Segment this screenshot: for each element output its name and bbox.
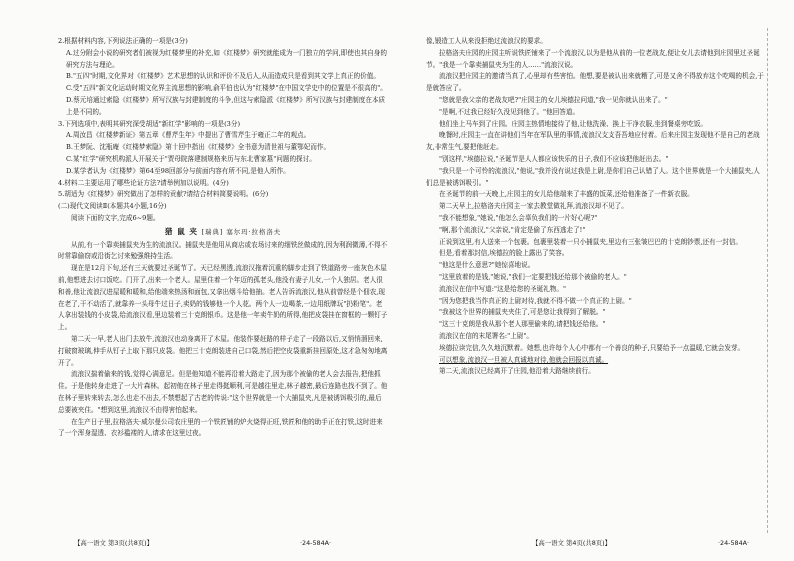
story-paragraph-r5: "是啊,不过我已经好久没见到他了。"他回答道。 bbox=[439, 107, 580, 116]
story-paragraph-r22: 流浪汉在信的末尾署名:"上尉"。 bbox=[439, 331, 534, 340]
q3-option-c: C.某"红学"研究机构派人开展关于"贾母院落建制规格来历与东北曹家墓"问题的探讨。 bbox=[66, 154, 316, 163]
story-title-text: 猎 鼠 夹 bbox=[164, 226, 198, 236]
story-paragraph-r11: 第二天早上,拉格洛夫庄园主一家去教堂做礼拜,流浪汉却不见了。 bbox=[439, 202, 628, 211]
q2-option-c: C.受"五四"新文化运动时期文化界主流思想的影响,俞平伯也认为"红楼梦"在中国文学史中的位置是不很高的"。 bbox=[66, 84, 387, 93]
story-paragraph-r23: 埃德拉读完信,久久地沉默着。她想,也许每个人心中都有一个善良的种子,只要给予一点温暖,它就会发芽。 bbox=[439, 343, 745, 352]
story-paragraph-r6: 他们坐上马车到了庄园。庄园主热情地接待了他,让他洗澡、换上干净衣服,坐到餐桌旁吃饭。 bbox=[439, 119, 707, 128]
q3-option-a: A.周汝昌《红楼梦新证》第五章《曹芹生年》中提出了曹雪芹生于雍正二年的观点。 bbox=[66, 131, 311, 140]
footer-left-page: 【高一语文 第3页(共8页)】 bbox=[74, 539, 154, 547]
section-heading: (二)现代文阅读Ⅱ(本题共4小题,16分) bbox=[58, 202, 167, 211]
story-paragraph-r8: "别这样,"埃德拉说,"圣诞节是人人都应该快乐的日子,我们不应该把他赶出去。" bbox=[439, 154, 669, 163]
right-column bbox=[426, 36, 764, 378]
footer-right-code: ·24-584A· bbox=[718, 539, 750, 547]
q4: 4.材料二主要运用了哪些论证方法?请举例加以说明。(4分) bbox=[58, 178, 229, 187]
story-paragraph-r15: 但是,看着那封信,埃德拉的脸上露出了笑容。 bbox=[439, 249, 569, 258]
story-paragraph-1: 从前,有一个靠卖捕鼠夹为生的流浪汉。捕鼠夹是他用从商店或农场讨来的细铁丝做成的,因为利润微薄,不得不时常靠偷窃或沿街乞讨来勉强维持生活。 bbox=[58, 240, 388, 261]
story-paragraph-r17: "这里放着的是钱,"她说,"我们一定要把钱还给那个被偷的老人。" bbox=[439, 272, 627, 281]
story-paragraph-r20: "我被这个世界的捕鼠夹夹住了,可是您让我得到了解脱。" bbox=[439, 308, 606, 317]
story-paragraph-r16: "他这是什么意思?"她惊喜地说。 bbox=[439, 261, 535, 270]
story-title bbox=[58, 226, 388, 239]
story-paragraph-r10: 在圣诞节的前一天晚上,庄园主的女儿给他端来了丰盛的饭菜,还给他准备了一件新衣服。 bbox=[439, 190, 694, 199]
story-paragraph-2: 现在是12月下旬,还有三天就要过圣诞节了。天已经黑透,流浪汉拖着沉重的脚步走到了铁道路旁一座灰色木屋前,他想进去讨口饭吃。门开了,出来一个老人。屋里住着一个年迈的孤老头,他没有妻子儿女,一个人独居。老人很和善,他让流浪汉进屋暖和暖和,给他端来热汤和面包,又拿出烟斗给他抽。老人告诉流浪汉,他从前曾经是个佃农,现在老了,干不动活了,就靠养一头母牛过日子,卖奶的钱够他一个人花。两个人一边喝茶,一边用纸牌玩"扔粉笔"。老人拿出装钱的小皮袋,给流浪汉看,里边装着三十克朗银币。这是他一年卖牛奶的所得,他把皮袋挂在窗框的一颗钉子上。 bbox=[58, 264, 388, 332]
story-paragraph-r3: 流浪汉把庄园主的邀请当真了,心里却有些害怕。他想,要是被认出来就糟了,可是又舍不得放弃这个吃喝的机会,于是就答应了。 bbox=[426, 72, 764, 93]
q5: 5.胡适为《红楼梦》研究做出了怎样的贡献?请结合材料简要说明。(6分) bbox=[58, 190, 269, 199]
q2-stem: 2.根据材料内容,下列说法正确的一项是(3分) bbox=[58, 37, 188, 45]
story-paragraph-r12: "我不能想象,"她说,"他怎么会辜负我们的一片好心呢?" bbox=[439, 213, 598, 222]
story-paragraph-r1: 像,锻造工人从来没拒绝过流浪汉的要求。 bbox=[426, 37, 547, 45]
story-paragraph-r25: 第二天,流浪汉已经离开了庄园,他沿着大路继续前行。 bbox=[439, 367, 595, 376]
q3-option-d: D.某学者认为《红楼梦》第64至98回部分与前面内容有所不同,是他人所作。 bbox=[66, 166, 290, 175]
story-paragraph-3: 第二天一早,老人出门去放牛,流浪汉也动身离开了木屋。他装作要赶路的样子走了一段路以后,又悄悄溜回来,打破窗玻璃,伸手从钉子上取下那只皮袋。他把三十克朗装进自己口袋,然后把空皮袋重新挂回原处,这才急匆匆地离开了。 bbox=[58, 334, 388, 367]
story-paragraph-r4: "您就是我父亲的老战友吧?"庄园主的女儿埃德拉问道,"我一见你就认出来了。" bbox=[439, 95, 668, 104]
story-author: [瑞典] 塞尔玛·拉格洛夫 bbox=[201, 227, 282, 236]
story-paragraph-r13: "啊,那个流浪汉,"父亲说,"肯定是偷了东西逃走了!" bbox=[439, 225, 586, 234]
story-paragraph-r7: 晚餐时,庄园主一直在讲他们当年在军队里的事情,流浪汉支支吾吾地应付着。后来庄园主发现他不是自己的老战友,非常生气,要把他赶走。 bbox=[426, 131, 760, 152]
story-paragraph-5: 在生产日子里,拉格洛夫·威尔曼公司农庄里的一个铁匠铺的炉火烧得正旺,铁匠和他的助手正在打铁,这时进来了一个浑身湿透、衣衫褴褛的人,请求在这里过夜。 bbox=[58, 417, 383, 438]
story-paragraph-r14: 正说到这里,有人送来一个包裹。包裹里装着一只小捕鼠夹,里边有三张皱巴巴的十克朗钞票,还有一封信。 bbox=[439, 237, 743, 246]
story-paragraph-r18: 流浪汉在信中写道:"这是给您的圣诞礼物。" bbox=[439, 284, 566, 293]
story-paragraph-r2: 拉格洛夫庄园的庄园主听说铁匠铺来了一个流浪汉,以为是他从前的一位老战友,便让女儿去请他到庄园里过圣诞节。"我是一个靠卖捕鼠夹为生的人……"流浪汉说。 bbox=[426, 48, 760, 69]
q2-option-d: D.蔡元培通过索隐《红楼梦》所写汉族与封建制度的斗争,但这与索隐派《红楼梦》所写汉族与封建制度在本质上是不同的。 bbox=[66, 95, 386, 116]
q2-option-b: B."五四"时期,文化界对《红楼梦》艺术思想的认识和评价不及后人,从而造成只是看到其文学上真正的价值。 bbox=[66, 72, 380, 81]
footer-left-code: ·24-584A· bbox=[300, 539, 332, 547]
story-paragraph-r19: "因为您把我当作真正的上尉对待,我就不得不做一个真正的上尉。" bbox=[439, 296, 632, 305]
q3-stem: 3.下列选项中,表明其研究深受胡适"新红学"影响的一项是(3分) bbox=[58, 119, 241, 128]
left-column bbox=[58, 36, 388, 440]
story-paragraph-r21: "这三十克朗是我从那个老人那里偷来的,请把钱还给他。" bbox=[439, 320, 606, 329]
story-paragraph-r24: 可以想象,流浪汉一旦被人真诚地对待,他就会回报以真诚。 bbox=[439, 355, 609, 364]
footer-right-page: 【高一语文 第4页(共8页)】 bbox=[532, 539, 612, 547]
binding-margin bbox=[767, 28, 788, 533]
reading-instruction: 阅读下面的文字,完成6~9题。 bbox=[71, 213, 160, 222]
q2-option-a: A.过分附会小说的研究者们被视为红楼梦里的补充,如《红楼梦》研究就能成为一门独立的学问,即使也其自身的研究方法与理论。 bbox=[66, 48, 387, 69]
q3-option-b: B.王梦阮、沈瓶庵《红楼梦索隐》第十回中指出《红楼梦》全书意为清世祖与董鄂妃而作。 bbox=[66, 143, 331, 152]
story-paragraph-r9: "我只是一个可怜的流浪汉,"他说,"我并没有说过我是上尉,是你们自己认错了人。这个世界就是一个大捕鼠夹,人们总是被诱饵吸引。" bbox=[426, 166, 760, 187]
story-paragraph-4: 流浪汉揣着偷来的钱,觉得心满意足。但是他知道不能再沿着大路走了,因为那个被偷的老人会去报告,把他抓住。于是他转身走进了一大片森林。起初他在林子里走得挺顺利,可是越往里走,林子越密,最后连路也找不到了。他在林子里转来转去,怎么也走不出去,不禁想起了古老的传说:"这个世界就是一个大捕鼠夹,凡是被诱饵吸引的,最后总要被夹住。"想到这里,流浪汉不由得害怕起来。 bbox=[58, 370, 388, 414]
